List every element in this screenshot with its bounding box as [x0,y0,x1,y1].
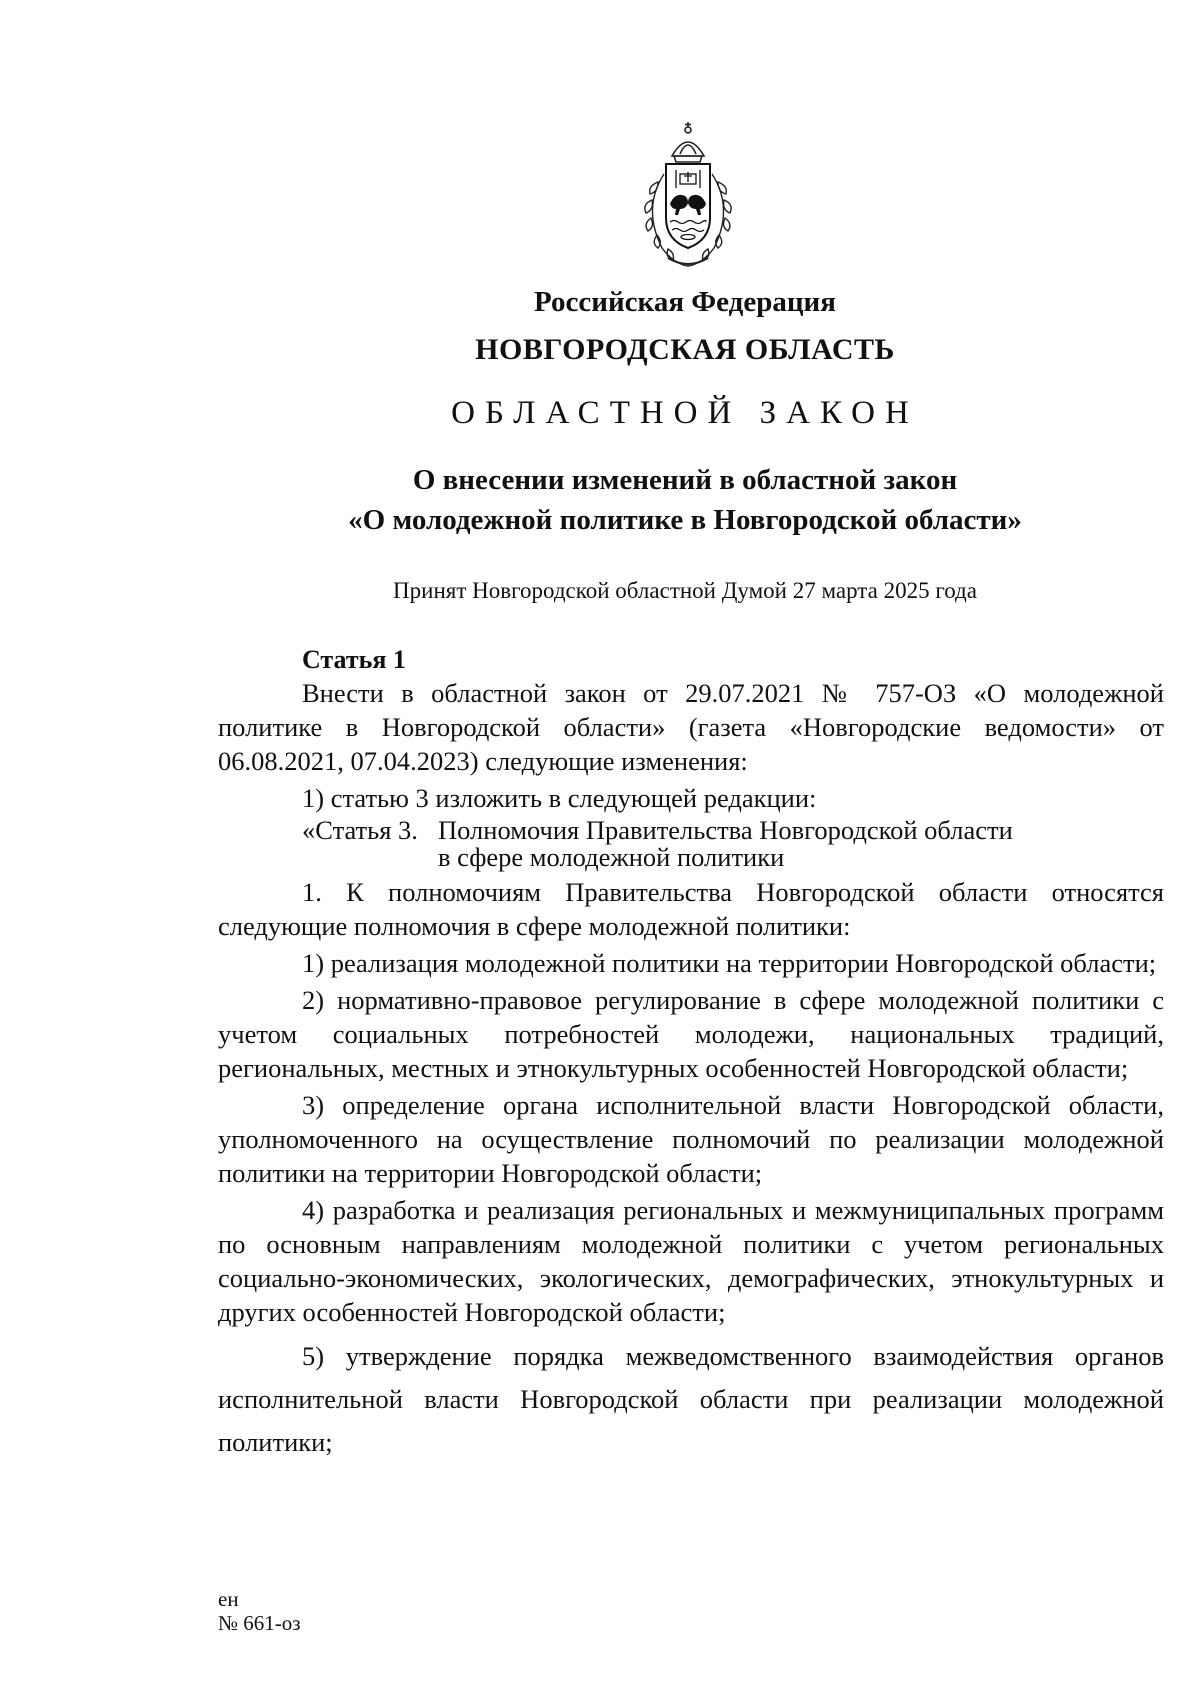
document-type: ОБЛАСТНОЙ ЗАКОН [451,395,919,431]
new-article-heading [302,817,1164,871]
law-title-line-2: «О молодежной политике в Новгородской области» [348,504,1022,536]
footer-number: № 661-оз [218,1611,301,1635]
subpoint-1: 1) реализация молодежной политики на территории Новгородской области; [302,948,1157,978]
article-body [218,676,1164,1464]
article-intro: Внести в областной закон от 29.07.2021 № 757-ОЗ «О молодежной политике в Новгородской области» (газета «Новгородские ведомости» от 06.08.2021, 07.04.2023) следующие изменения: [218,678,1164,776]
law-title [0,460,1200,540]
subpoint-2: 2) нормативно-правовое регулирование в сфере молодежной политики с учетом социальных потребностей молодежи, национальных традиций, региональных, местных и этнокультурных особенностей Новгородской области; [218,985,1164,1083]
footer-initials: ен [218,1587,239,1611]
point-1: 1. К полномочиям Правительства Новгородской области относятся следующие полномочия в сфере молодежной политики: [218,877,1164,941]
article-heading: Статья 1 [302,645,406,674]
document-footer [218,1587,301,1635]
new-article-title [438,817,1164,871]
subpoint-3: 3) определение органа исполнительной власти Новгородской области, уполномоченного на осуществление полномочий по реализации молодежной политики на территории Новгородской области; [218,1090,1164,1188]
new-article-number: «Статья 3. [302,815,418,845]
subpoint-4: 4) разработка и реализация региональных и межмуниципальных программ по основным направлениям молодежной политики с учетом региональных социально-экономических, экологических, демографических, этнокультурных и других особенностей Новгородской области; [218,1195,1164,1327]
country-name: Российская Федерация [534,286,836,318]
new-article-title-line-1: Полномочия Правительства Новгородской области [438,815,1013,845]
region-name: НОВГОРОДСКАЯ ОБЛАСТЬ [475,333,895,366]
coat-of-arms-icon [628,118,748,273]
adoption-note: Принят Новгородской областной Думой 27 марта 2025 года [393,578,977,603]
law-title-line-1: О внесении изменений в областной закон [412,464,958,496]
new-article-title-line-2: в сфере молодежной политики [438,842,785,872]
amendment-item: 1) статью 3 изложить в следующей редакции: [302,783,817,813]
subpoint-5: 5) утверждение порядка межведомственного взаимодействия органов исполнительной власти Новгородской области при реализации молодежной политики; [218,1341,1164,1457]
